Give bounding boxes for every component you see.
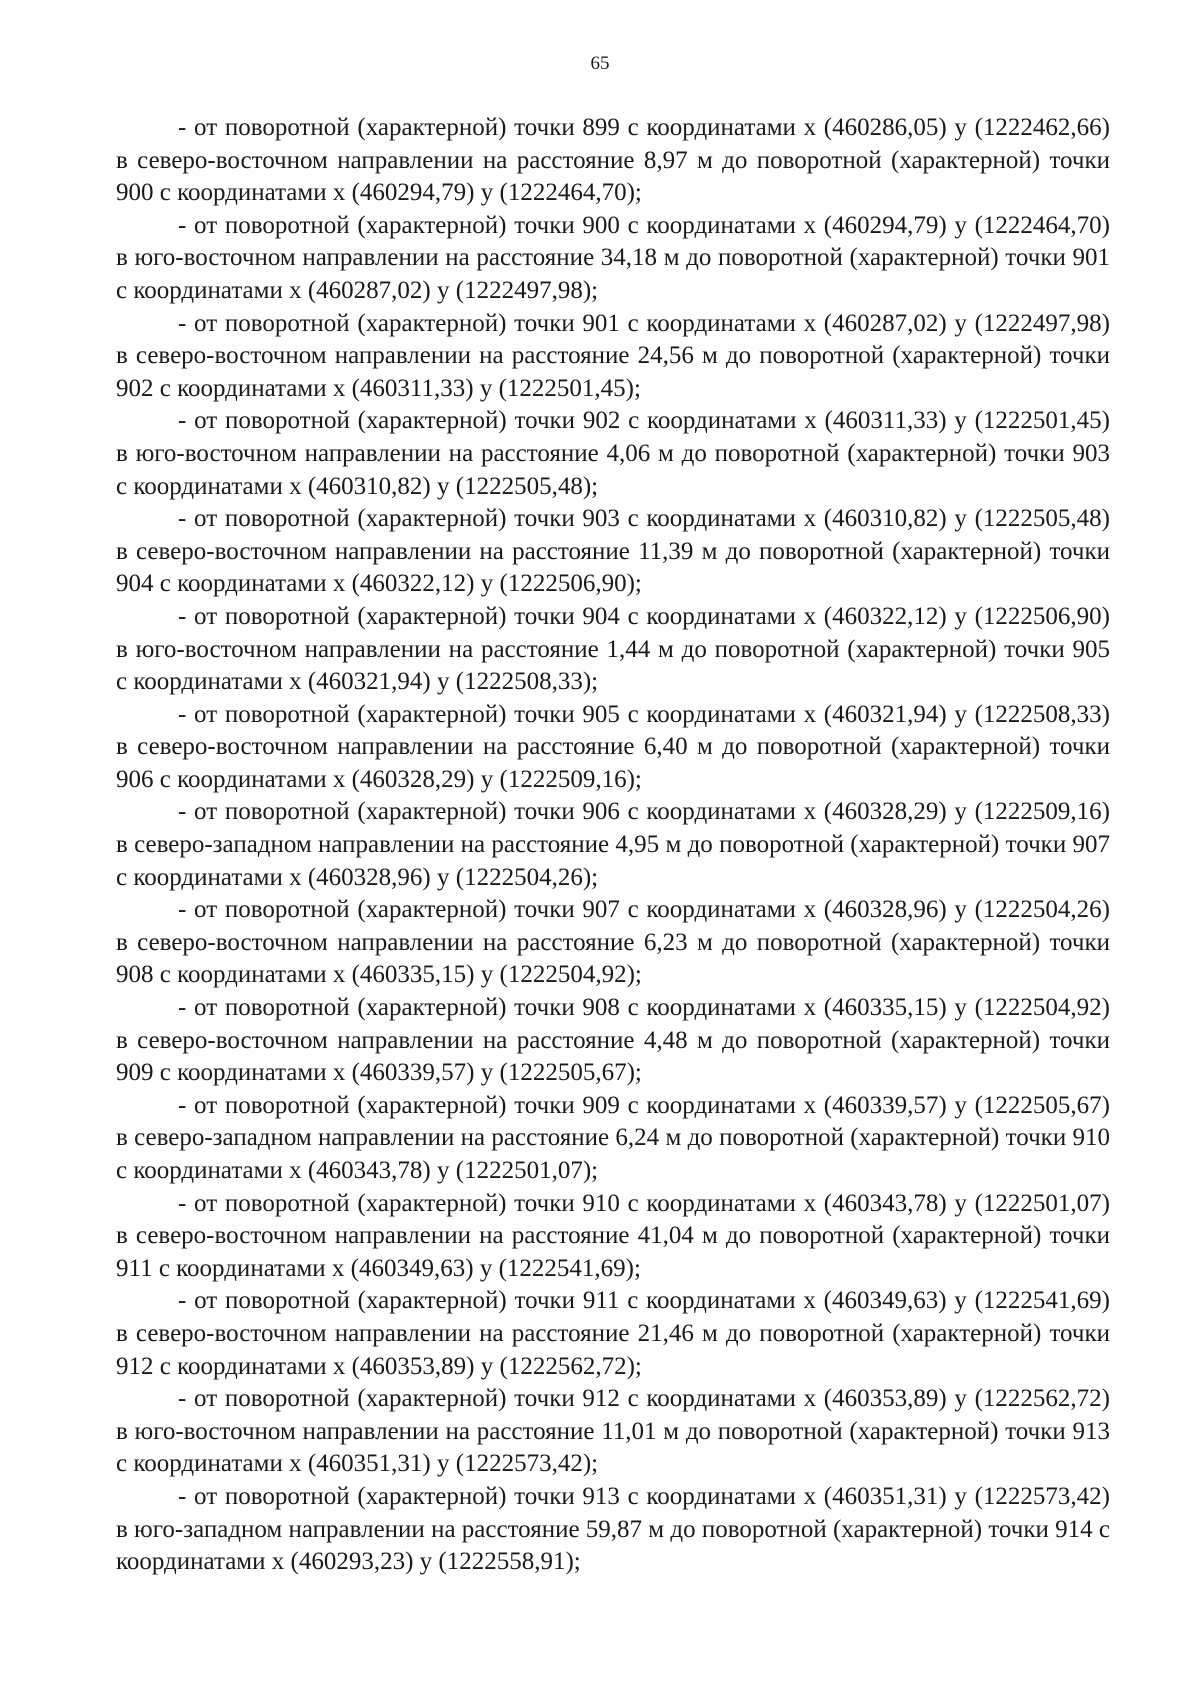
page-number: 65 [590, 53, 610, 74]
paragraph-point-901: - от поворотной (характерной) точки 901 с координатами х (460287,02) у (1222497,98) в северо-восточном направлении на расстояние 24,56 м до поворотной (характерной) точки 902 с координатами х (460311,33) у (1222501,45); [116, 309, 1110, 402]
paragraph-point-899: - от поворотной (характерной) точки 899 с координатами х (460286,05) у (1222462,66) в северо-восточном направлении на расстояние 8,97 м до поворотной (характерной) точки 900 с координатами х (460294,79) у (1222464,70); [116, 114, 1110, 207]
paragraph-point-903: - от поворотной (характерной) точки 903 с координатами х (460310,82) у (1222505,48) в северо-восточном направлении на расстояние 11,39 м до поворотной (характерной) точки 904 с координатами х (460322,12) у (1222506,90); [116, 505, 1110, 598]
paragraph-point-911: - от поворотной (характерной) точки 911 с координатами х (460349,63) у (1222541,69) в северо-восточном направлении на расстояние 21,46 м до поворотной (характерной) точки 912 с координатами х (460353,89) у (1222562,72); [116, 1287, 1110, 1380]
paragraph-point-912: - от поворотной (характерной) точки 912 с координатами х (460353,89) у (1222562,72) в юго-восточном направлении на расстояние 11,01 м до поворотной (характерной) точки 913 с координатами х (460351,31) у (1222573,42); [116, 1385, 1110, 1478]
paragraph-point-913: - от поворотной (характерной) точки 913 с координатами х (460351,31) у (1222573,42) в юго-западном направлении на расстояние 59,87 м до поворотной (характерной) точки 914 с координатами х (460293,23) у (1222558,91); [116, 1482, 1110, 1576]
paragraph-point-908: - от поворотной (характерной) точки 908 с координатами х (460335,15) у (1222504,92) в северо-восточном направлении на расстояние 4,48 м до поворотной (характерной) точки 909 с координатами х (460339,57) у (1222505,67); [116, 994, 1110, 1087]
paragraph-point-906: - от поворотной (характерной) точки 906 с координатами х (460328,29) у (1222509,16) в северо-западном направлении на расстояние 4,95 м до поворотной (характерной) точки 907 с координатами х (460328,96) у (1222504,26); [116, 798, 1110, 891]
paragraph-point-900: - от поворотной (характерной) точки 900 с координатами х (460294,79) у (1222464,70) в юго-восточном направлении на расстояние 34,18 м до поворотной (характерной) точки 901 с координатами х (460287,02) у (1222497,98); [116, 211, 1110, 304]
paragraph-point-910: - от поворотной (характерной) точки 910 с координатами х (460343,78) у (1222501,07) в северо-восточном направлении на расстояние 41,04 м до поворотной (характерной) точки 911 с координатами х (460349,63) у (1222541,69); [116, 1189, 1110, 1282]
paragraph-point-907: - от поворотной (характерной) точки 907 с координатами х (460328,96) у (1222504,26) в северо-восточном направлении на расстояние 6,23 м до поворотной (характерной) точки 908 с координатами х (460335,15) у (1222504,92); [116, 896, 1110, 989]
paragraph-point-904: - от поворотной (характерной) точки 904 с координатами х (460322,12) у (1222506,90) в юго-восточном направлении на расстояние 1,44 м до поворотной (характерной) точки 905 с координатами х (460321,94) у (1222508,33); [116, 602, 1110, 696]
paragraph-point-905: - от поворотной (характерной) точки 905 с координатами х (460321,94) у (1222508,33) в северо-восточном направлении на расстояние 6,40 м до поворотной (характерной) точки 906 с координатами х (460328,29) у (1222509,16); [116, 700, 1110, 793]
paragraph-point-902: - от поворотной (характерной) точки 902 с координатами х (460311,33) у (1222501,45) в юго-восточном направлении на расстояние 4,06 м до поворотной (характерной) точки 903 с координатами х (460310,82) у (1222505,48); [116, 407, 1110, 500]
paragraph-point-909: - от поворотной (характерной) точки 909 с координатами х (460339,57) у (1222505,67) в северо-западном направлении на расстояние 6,24 м до поворотной (характерной) точки 910 с координатами х (460343,78) у (1222501,07); [116, 1091, 1110, 1184]
document-body [116, 112, 1110, 1579]
